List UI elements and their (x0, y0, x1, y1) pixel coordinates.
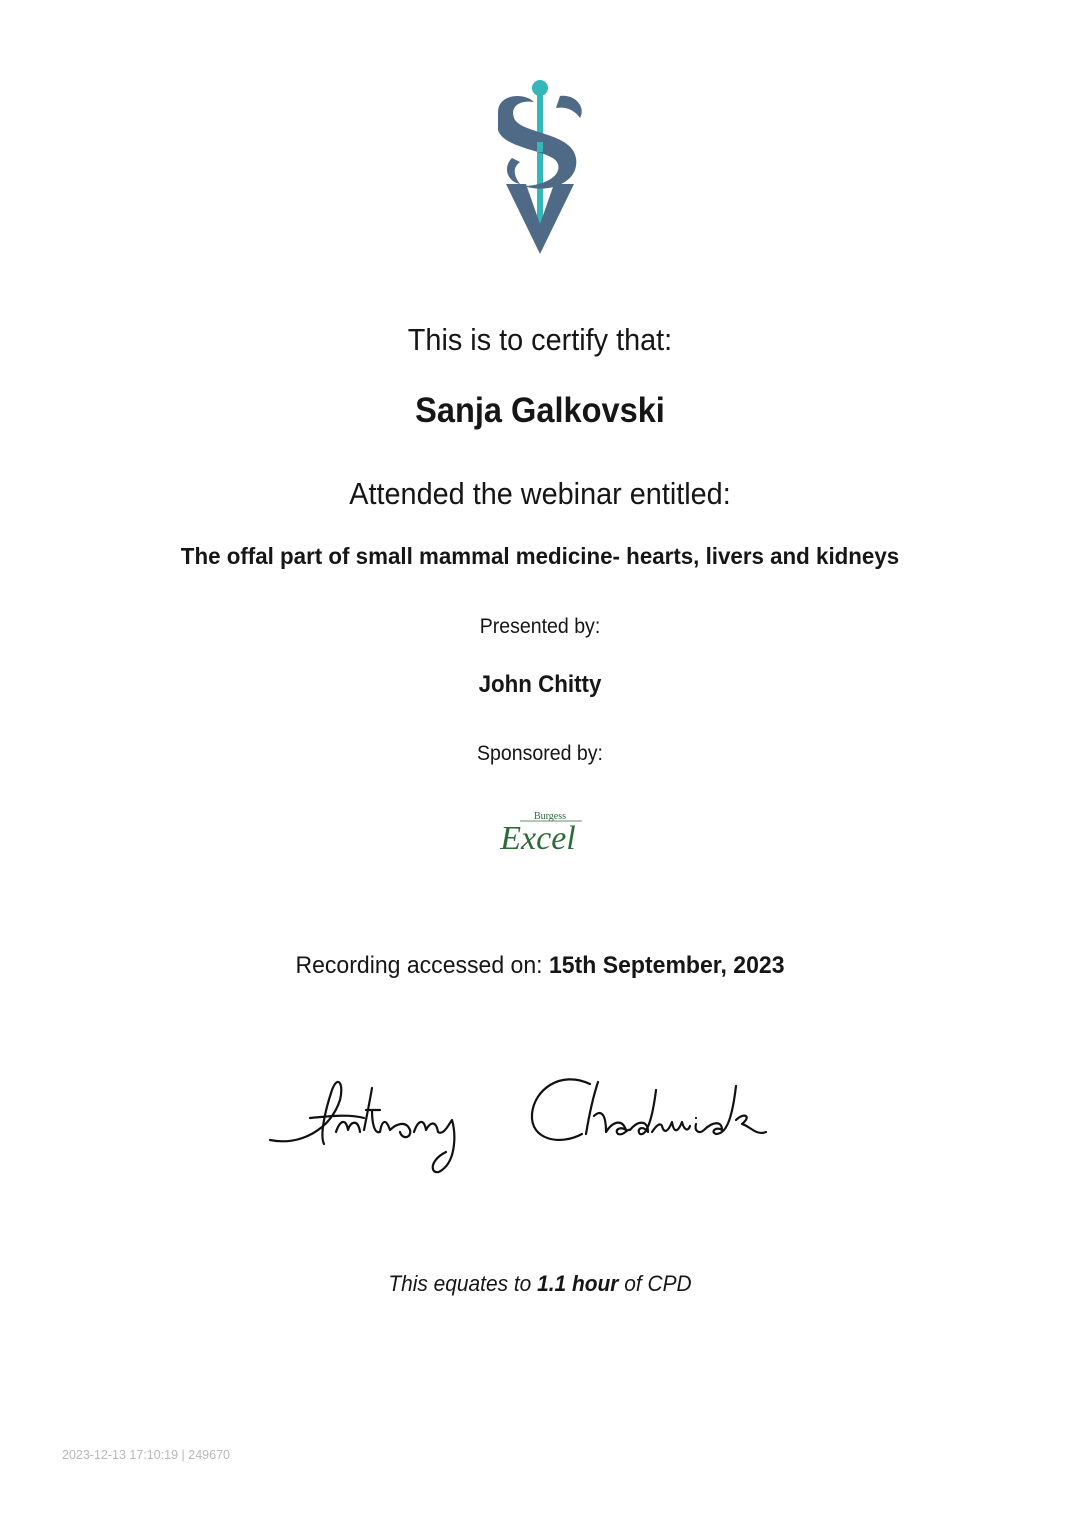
sponsored-by-label: Sponsored by: (477, 742, 603, 765)
certify-text: This is to certify that: (407, 322, 673, 357)
burgess-excel-logo-icon (490, 805, 590, 857)
recording-label: Recording accessed on: (295, 952, 543, 979)
cpd-value: 1.1 hour (537, 1271, 619, 1296)
attended-text: Attended the webinar entitled: (349, 476, 731, 511)
presented-by-label: Presented by: (479, 615, 601, 638)
svg-text:Excel: Excel (500, 820, 576, 857)
presenter-name: John Chitty (478, 671, 602, 698)
svg-text:Burgess: Burgess (533, 811, 567, 822)
cpd-prefix: This equates to (388, 1271, 532, 1296)
signature-image (260, 1060, 820, 1200)
recording-access-line (32, 952, 1047, 980)
recipient-name: Sanja Galkovski (415, 391, 665, 430)
cpd-statement (27, 1271, 1053, 1297)
cpd-suffix: of CPD (624, 1271, 692, 1296)
generation-stamp: 2023-12-13 17:10:19 | 249670 (62, 1448, 230, 1462)
webinar-title: The offal part of small mammal medicine- hearts, livers and kidneys (180, 543, 900, 569)
recording-date: 15th September, 2023 (548, 952, 785, 979)
caduceus-logo-icon (476, 72, 606, 262)
